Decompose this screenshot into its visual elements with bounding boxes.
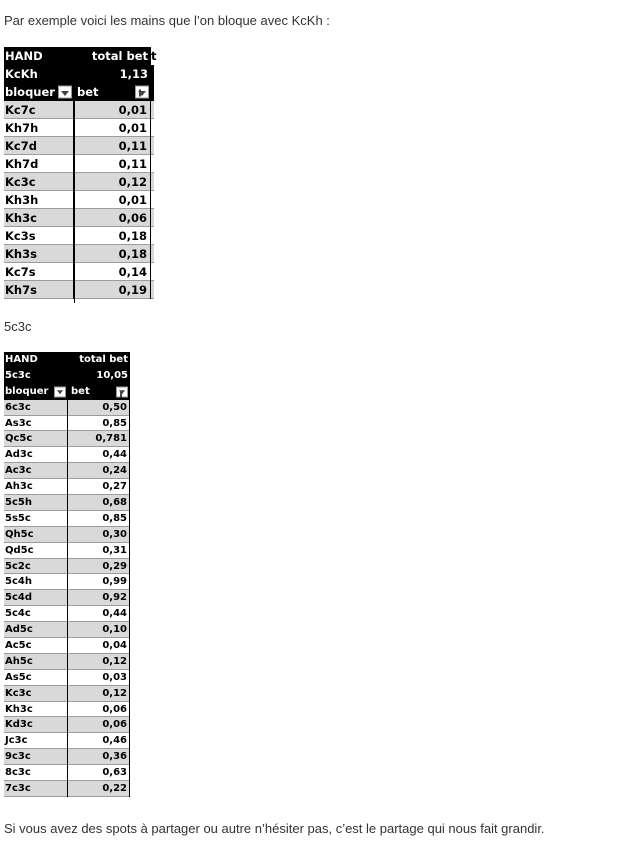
bet-cell: 0,11 — [74, 137, 151, 155]
column-header-hand: HAND — [5, 49, 43, 63]
bet-cell: 0,03 — [68, 670, 130, 686]
bet-cell: 0,85 — [68, 511, 130, 527]
table-row — [4, 101, 154, 119]
table-body — [4, 101, 154, 299]
hand-cell: Kc7c — [4, 101, 74, 119]
intro-paragraph: Par exemple voici les mains que l’on bloque avec KcKh : — [4, 13, 330, 28]
table-row — [4, 781, 130, 797]
bet-cell: 0,30 — [68, 527, 130, 543]
hand-cell: Kh3c — [4, 702, 68, 718]
bet-cell: 0,14 — [74, 263, 151, 281]
table-hand-row — [4, 65, 154, 83]
bet-cell: 0,24 — [68, 463, 130, 479]
hand-cell: Kh7d — [4, 155, 74, 173]
table-row — [4, 638, 130, 654]
column-label-bloquer — [4, 384, 68, 400]
hand-cell: Ac5c — [4, 638, 68, 654]
table-row — [4, 733, 130, 749]
dropdown-arrow-icon[interactable] — [58, 86, 72, 99]
bet-cell: 0,18 — [74, 227, 151, 245]
table-row — [4, 765, 130, 781]
bet-cell: 0,06 — [74, 209, 151, 227]
bet-cell: 0,29 — [68, 559, 130, 575]
hand-cell: Qd5c — [4, 543, 68, 559]
filter-icon[interactable] — [135, 86, 149, 99]
hand-cell: Kc3c — [4, 686, 68, 702]
hand-cell: Ad3c — [4, 447, 68, 463]
bet-cell: 0,12 — [68, 654, 130, 670]
table-row — [4, 479, 130, 495]
column-header-clipped: t — [151, 49, 157, 63]
column-header-total-bet: total bet — [79, 354, 128, 365]
hand-cell: Kh7s — [4, 281, 74, 299]
table-row — [4, 559, 130, 575]
hand-cell: 5c5h — [4, 495, 68, 511]
bet-cell: 0,50 — [68, 400, 130, 416]
column-label-bet — [68, 384, 130, 400]
hand-cell: Ad5c — [4, 622, 68, 638]
table-row — [4, 173, 154, 191]
table-row — [4, 137, 154, 155]
bet-cell: 0,44 — [68, 447, 130, 463]
hand-cell: 6c3c — [4, 400, 68, 416]
table-header-row — [4, 47, 157, 65]
outro-paragraph: Si vous avez des spots à partager ou autre n’hésiter pas, c’est le partage qui nous fait grandir. — [4, 821, 545, 836]
hand-cell: 5c4h — [4, 574, 68, 590]
bet-cell: 0,36 — [68, 749, 130, 765]
hand-cell: Qh5c — [4, 527, 68, 543]
table-row — [4, 749, 130, 765]
bet-cell: 0,06 — [68, 717, 130, 733]
hand-cell: 5s5c — [4, 511, 68, 527]
hand-caption: 5c3c — [4, 319, 32, 334]
hand-cell: As3c — [4, 416, 68, 432]
table-row — [4, 543, 130, 559]
table-row — [4, 606, 130, 622]
table-row — [4, 622, 130, 638]
hand-cell: 5c2c — [4, 559, 68, 575]
bet-cell: 0,19 — [74, 281, 151, 299]
table-header-row — [4, 352, 130, 368]
table-row — [4, 717, 130, 733]
table-row — [4, 400, 130, 416]
bet-cell: 0,44 — [68, 606, 130, 622]
hand-cell: Kh3s — [4, 245, 74, 263]
column-header-hand: HAND — [5, 354, 38, 365]
table-row — [4, 245, 154, 263]
table-row — [4, 209, 154, 227]
hand-cell: Qc5c — [4, 431, 68, 447]
bet-cell: 0,12 — [68, 686, 130, 702]
bet-cell: 0,92 — [68, 590, 130, 606]
table-row — [4, 527, 130, 543]
table-row — [4, 191, 154, 209]
table-row — [4, 281, 154, 299]
bet-label: bet — [71, 385, 90, 397]
table-label-row — [4, 384, 130, 400]
hand-cell: 7c3c — [4, 781, 68, 797]
table-row — [4, 686, 130, 702]
hand-cell: Ac3c — [4, 463, 68, 479]
hand-value: 5c3c — [5, 369, 31, 381]
bet-cell: 0,01 — [74, 101, 151, 119]
blocker-table-kckh — [4, 47, 157, 299]
hand-cell: Kh3h — [4, 191, 74, 209]
hand-cell: As5c — [4, 670, 68, 686]
table-row — [4, 511, 130, 527]
bet-cell: 0,12 — [74, 173, 151, 191]
hand-cell: 5c4c — [4, 606, 68, 622]
bet-cell: 0,04 — [68, 638, 130, 654]
hand-cell: 5c4d — [4, 590, 68, 606]
bet-cell: 0,31 — [68, 543, 130, 559]
blocker-table-5c3c — [4, 352, 130, 797]
bet-cell: 0,22 — [68, 781, 130, 797]
column-divider — [74, 101, 75, 303]
total-bet-value: 10,05 — [96, 369, 128, 381]
bet-cell: 0,27 — [68, 479, 130, 495]
hand-cell: Kh7h — [4, 119, 74, 137]
hand-cell: Ah3c — [4, 479, 68, 495]
table-row — [4, 263, 154, 281]
column-label-bet — [74, 83, 151, 101]
table-hand-row — [4, 368, 130, 384]
table-body — [4, 400, 130, 797]
bloquer-label: bloquer — [5, 85, 55, 99]
bet-cell: 0,99 — [68, 574, 130, 590]
hand-cell: Kc3c — [4, 173, 74, 191]
table-row — [4, 227, 154, 245]
table-row — [4, 495, 130, 511]
bet-cell: 0,06 — [68, 702, 130, 718]
hand-cell: Ah5c — [4, 654, 68, 670]
bet-cell: 0,781 — [68, 431, 130, 447]
bet-cell: 0,46 — [68, 733, 130, 749]
table-row — [4, 654, 130, 670]
hand-cell: Kc7s — [4, 263, 74, 281]
table-row — [4, 702, 130, 718]
bet-cell: 0,63 — [68, 765, 130, 781]
hand-cell: Kh3c — [4, 209, 74, 227]
hand-cell: Kd3c — [4, 717, 68, 733]
table-row — [4, 431, 130, 447]
column-label-bloquer — [4, 83, 74, 101]
hand-cell: 9c3c — [4, 749, 68, 765]
table-row — [4, 463, 130, 479]
dropdown-arrow-icon[interactable] — [54, 386, 66, 397]
bet-cell: 0,01 — [74, 191, 151, 209]
table-row — [4, 447, 130, 463]
hand-cell: Kc3s — [4, 227, 74, 245]
hand-cell: Jc3c — [4, 733, 68, 749]
bet-cell: 0,68 — [68, 495, 130, 511]
bloquer-label: bloquer — [5, 385, 49, 397]
table-row — [4, 590, 130, 606]
total-bet-value: 1,13 — [119, 67, 148, 81]
bet-cell: 0,11 — [74, 155, 151, 173]
bet-cell: 0,85 — [68, 416, 130, 432]
table-row — [4, 574, 130, 590]
bet-cell: 0,18 — [74, 245, 151, 263]
table-row — [4, 119, 154, 137]
table-row — [4, 416, 130, 432]
column-header-total-bet: total bet — [91, 49, 148, 63]
hand-cell: 8c3c — [4, 765, 68, 781]
bet-label: bet — [77, 85, 99, 99]
bet-cell: 0,10 — [68, 622, 130, 638]
bet-cell: 0,01 — [74, 119, 151, 137]
hand-value: KcKh — [5, 67, 38, 81]
hand-cell: Kc7d — [4, 137, 74, 155]
filter-icon[interactable] — [116, 386, 128, 397]
table-row — [4, 155, 154, 173]
table-label-row — [4, 83, 154, 101]
table-row — [4, 670, 130, 686]
